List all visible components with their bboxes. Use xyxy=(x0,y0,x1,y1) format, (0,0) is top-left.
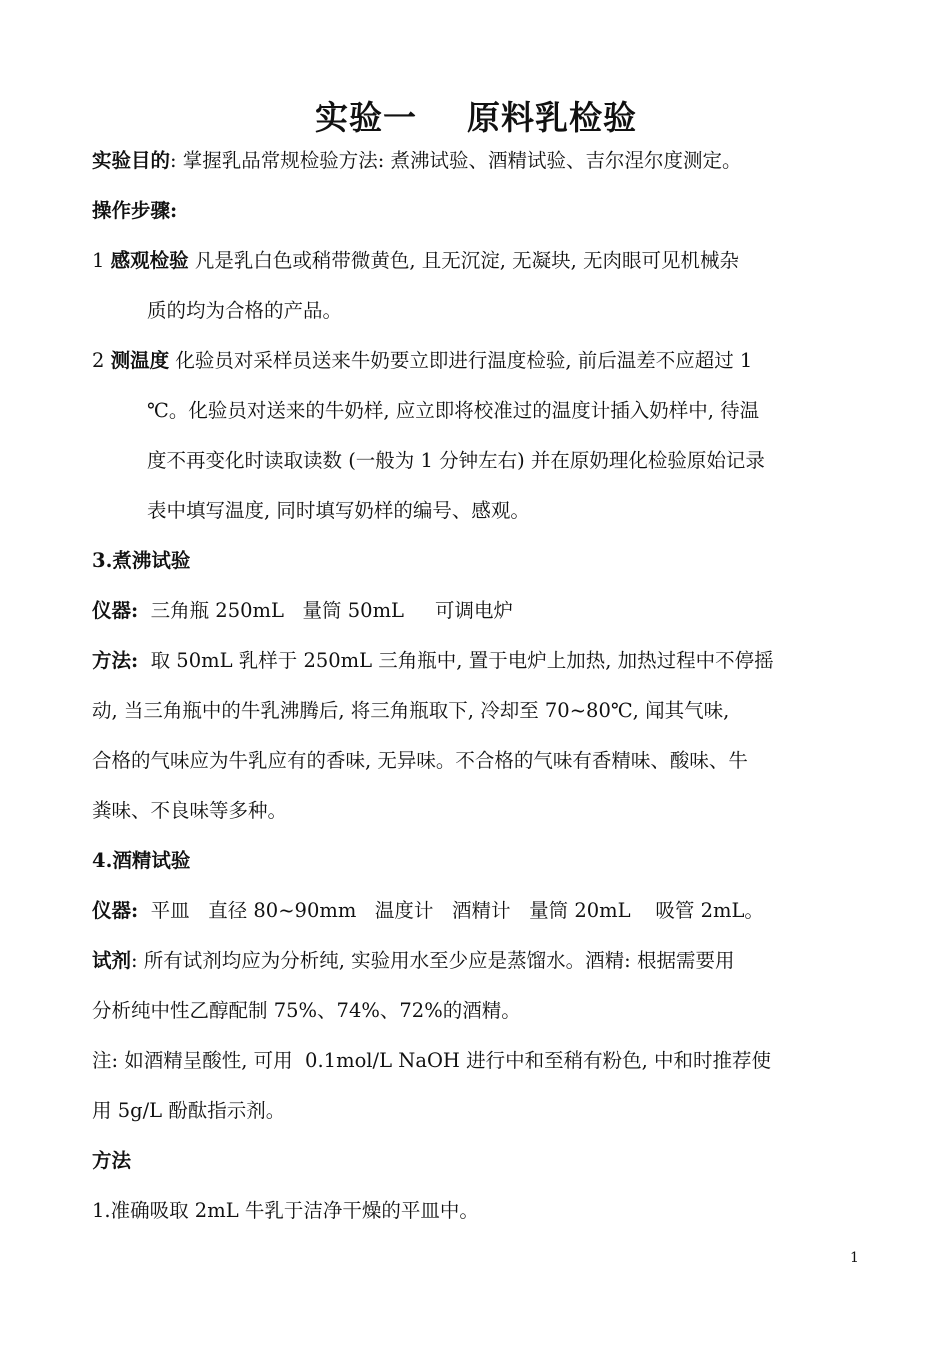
note-line2: 用 5g/L 酚酞指示剂。 xyxy=(92,1099,286,1122)
step1-line2: 质的均为合格的产品。 xyxy=(147,299,343,322)
alcohol-instruments xyxy=(92,896,764,926)
boiling-instruments xyxy=(92,596,513,626)
page-title: 实验一 原料乳检验 xyxy=(315,98,637,137)
step2-label: 测温度 xyxy=(110,349,170,372)
step1-number: 1 xyxy=(92,249,111,272)
page-number: 1 xyxy=(850,1250,859,1266)
alcohol-method-heading: 方法 xyxy=(92,1149,132,1172)
boiling-method-text: 取 50mL 乳样于 250mL 三角瓶中, 置于电炉上加热, 加热过程中不停摇 xyxy=(138,649,774,672)
boiling-instruments-label: 仪器: xyxy=(92,599,139,622)
boiling-method-line2: 动, 当三角瓶中的牛乳沸腾后, 将三角瓶取下, 冷却至 70~80℃, 闻其气味, xyxy=(92,699,730,722)
step2-number: 2 xyxy=(92,349,111,372)
boiling-method-line3: 合格的气味应为牛乳应有的香味, 无异味。不合格的气味有香精味、酸味、牛 xyxy=(92,749,748,772)
boiling-test-heading: 3.煮沸试验 xyxy=(92,549,191,572)
alcohol-instruments-text: 平皿 直径 80~90mm 温度计 酒精计 量筒 20mL 吸管 2mL。 xyxy=(138,899,764,922)
reagents-line1 xyxy=(92,946,734,976)
step1-label: 感观检验 xyxy=(110,249,189,272)
steps-heading: 操作步骤: xyxy=(92,199,178,222)
alcohol-test-heading: 4.酒精试验 xyxy=(92,849,191,872)
reagents-label: 试剂 xyxy=(92,949,132,972)
note-line1: 注: 如酒精呈酸性, 可用 0.1mol/L NaOH 进行中和至稍有粉色, 中和时推荐使 xyxy=(92,1049,772,1072)
purpose-label: 实验目的 xyxy=(92,149,171,172)
step1-line1 xyxy=(92,246,739,276)
purpose-text: : 掌握乳品常规检验方法: 煮沸试验、酒精试验、吉尔涅尔度测定。 xyxy=(170,149,742,172)
alcohol-method-step1: 1.准确吸取 2mL 牛乳于洁净干燥的平皿中。 xyxy=(92,1199,479,1222)
reagents-line2: 分析纯中性乙醇配制 75%、74%、72%的酒精。 xyxy=(92,999,521,1022)
step2-line1 xyxy=(92,346,752,376)
reagents-text: : 所有试剂均应为分析纯, 实验用水至少应是蒸馏水。酒精: 根据需要用 xyxy=(131,949,735,972)
step2-line4: 表中填写温度, 同时填写奶样的编号、感观。 xyxy=(147,499,530,522)
step1-text: 凡是乳白色或稍带微黄色, 且无沉淀, 无凝块, 无肉眼可见机械杂 xyxy=(188,249,740,272)
step2-text: 化验员对采样员送来牛奶要立即进行温度检验, 前后温差不应超过 1 xyxy=(169,349,753,372)
boiling-method-line4: 粪味、不良味等多种。 xyxy=(92,799,288,822)
purpose-line xyxy=(92,146,742,176)
step2-line3: 度不再变化时读取读数 (一般为 1 分钟左右) 并在原奶理化检验原始记录 xyxy=(147,449,765,472)
alcohol-instruments-label: 仪器: xyxy=(92,899,139,922)
boiling-method-line1 xyxy=(92,646,774,676)
boiling-method-label: 方法: xyxy=(92,649,139,672)
step2-line2: ℃。化验员对送来的牛奶样, 应立即将校准过的温度计插入奶样中, 待温 xyxy=(147,399,760,422)
boiling-instruments-text: 三角瓶 250mL 量筒 50mL 可调电炉 xyxy=(138,599,513,622)
